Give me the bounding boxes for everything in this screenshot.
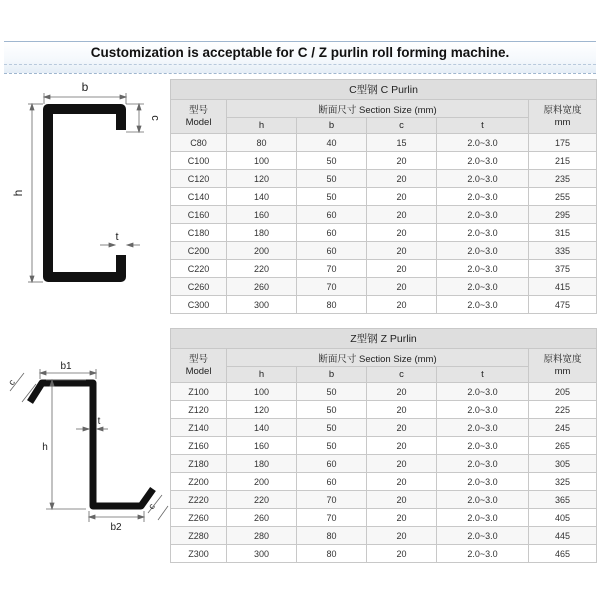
c-dim-c-label: c xyxy=(149,115,161,121)
c-purlin-diagram xyxy=(0,75,170,295)
table-cell: 305 xyxy=(529,455,597,473)
table-cell: 465 xyxy=(529,545,597,563)
table-cell: 60 xyxy=(297,455,367,473)
z-dim-b2-label: b2 xyxy=(110,522,122,533)
table-cell: 2.0~3.0 xyxy=(437,278,529,296)
c-dim-b-label: b xyxy=(81,80,89,94)
table-cell: 200 xyxy=(227,473,297,491)
table-cell: Z200 xyxy=(171,473,227,491)
z-purlin-diagram xyxy=(0,350,170,540)
z-section-header: 断面尺寸 Section Size (mm) xyxy=(227,349,529,367)
table-row xyxy=(171,473,597,491)
table-row xyxy=(171,242,597,260)
table-row xyxy=(171,278,597,296)
c-width-header-unit: mm xyxy=(554,116,571,128)
c-width-header xyxy=(529,100,597,134)
table-cell: C100 xyxy=(171,152,227,170)
table-cell: 20 xyxy=(367,473,437,491)
z-dim-c-top-label: c xyxy=(6,377,17,387)
table-cell: 280 xyxy=(227,527,297,545)
c-table-title: C型钢 C Purlin xyxy=(171,80,597,100)
c-dim-t-label: t xyxy=(115,231,119,243)
table-cell: C300 xyxy=(171,296,227,314)
table-cell: 140 xyxy=(227,188,297,206)
table-cell: 50 xyxy=(297,419,367,437)
table-cell: 260 xyxy=(227,278,297,296)
table-row xyxy=(171,401,597,419)
table-cell: 2.0~3.0 xyxy=(437,260,529,278)
z-table-title: Z型钢 Z Purlin xyxy=(171,329,597,349)
table-cell: Z100 xyxy=(171,383,227,401)
table-cell: 415 xyxy=(529,278,597,296)
table-cell: C200 xyxy=(171,242,227,260)
z-dim-h-label: h xyxy=(42,442,48,453)
table-row xyxy=(171,509,597,527)
table-cell: C220 xyxy=(171,260,227,278)
table-cell: 160 xyxy=(227,437,297,455)
table-row xyxy=(171,383,597,401)
table-cell: 220 xyxy=(227,491,297,509)
table-row xyxy=(171,527,597,545)
table-cell: 20 xyxy=(367,260,437,278)
table-cell: 50 xyxy=(297,188,367,206)
table-cell: 180 xyxy=(227,455,297,473)
table-cell: 2.0~3.0 xyxy=(437,206,529,224)
table-cell: 2.0~3.0 xyxy=(437,473,529,491)
z-dim-c-bottom-label: c xyxy=(146,501,157,511)
table-cell: 40 xyxy=(297,134,367,152)
c-purlin-profile xyxy=(48,109,121,277)
z-purlin-table xyxy=(170,328,597,563)
table-cell: 20 xyxy=(367,278,437,296)
table-cell: 60 xyxy=(297,473,367,491)
z-dim-b1-label: b1 xyxy=(60,361,72,372)
table-cell: 80 xyxy=(297,545,367,563)
c-model-header-cn: 型号 xyxy=(188,104,208,116)
table-cell: 80 xyxy=(297,296,367,314)
table-cell: Z280 xyxy=(171,527,227,545)
table-cell: 20 xyxy=(367,491,437,509)
table-cell: 100 xyxy=(227,383,297,401)
table-cell: 235 xyxy=(529,170,597,188)
table-cell: 175 xyxy=(529,134,597,152)
table-cell: 205 xyxy=(529,383,597,401)
table-row xyxy=(171,224,597,242)
table-row xyxy=(171,206,597,224)
table-cell: C160 xyxy=(171,206,227,224)
table-cell: 2.0~3.0 xyxy=(437,170,529,188)
table-cell: 60 xyxy=(297,242,367,260)
table-cell: 70 xyxy=(297,509,367,527)
c-model-header xyxy=(171,100,227,134)
table-cell: 2.0~3.0 xyxy=(437,491,529,509)
table-cell: 2.0~3.0 xyxy=(437,509,529,527)
table-cell: 2.0~3.0 xyxy=(437,401,529,419)
table-cell: 60 xyxy=(297,206,367,224)
z-dim-t-label: t xyxy=(97,416,101,427)
table-cell: 220 xyxy=(227,260,297,278)
table-row xyxy=(171,455,597,473)
table-cell: Z120 xyxy=(171,401,227,419)
table-cell: Z300 xyxy=(171,545,227,563)
table-cell: 20 xyxy=(367,188,437,206)
table-cell: 20 xyxy=(367,224,437,242)
table-cell: 245 xyxy=(529,419,597,437)
table-cell: 215 xyxy=(529,152,597,170)
table-cell: 2.0~3.0 xyxy=(437,134,529,152)
table-cell: 225 xyxy=(529,401,597,419)
table-cell: 315 xyxy=(529,224,597,242)
table-cell: 2.0~3.0 xyxy=(437,545,529,563)
table-cell: 20 xyxy=(367,152,437,170)
table-row xyxy=(171,134,597,152)
table-cell: 80 xyxy=(297,527,367,545)
table-cell: 70 xyxy=(297,491,367,509)
table-cell: 300 xyxy=(227,545,297,563)
z-col-c: c xyxy=(367,367,437,383)
table-cell: 20 xyxy=(367,527,437,545)
table-cell: Z260 xyxy=(171,509,227,527)
table-row xyxy=(171,545,597,563)
c-model-header-en: Model xyxy=(185,116,212,128)
banner-text: Customization is acceptable for C / Z purlin roll forming machine. xyxy=(90,45,510,60)
table-cell: C180 xyxy=(171,224,227,242)
table-cell: 2.0~3.0 xyxy=(437,527,529,545)
z-width-header-unit: mm xyxy=(554,365,571,377)
table-cell: 445 xyxy=(529,527,597,545)
table-cell: 2.0~3.0 xyxy=(437,152,529,170)
table-row xyxy=(171,437,597,455)
table-cell: 20 xyxy=(367,509,437,527)
table-cell: 20 xyxy=(367,206,437,224)
table-row xyxy=(171,188,597,206)
table-row xyxy=(171,419,597,437)
z-purlin-profile xyxy=(30,383,153,506)
table-cell: 120 xyxy=(227,401,297,419)
table-cell: 2.0~3.0 xyxy=(437,437,529,455)
c-col-h: h xyxy=(227,118,297,134)
table-cell: 20 xyxy=(367,437,437,455)
c-table-body xyxy=(171,134,597,314)
customization-banner xyxy=(4,41,596,74)
table-cell: 20 xyxy=(367,296,437,314)
table-cell: 255 xyxy=(529,188,597,206)
table-cell: 475 xyxy=(529,296,597,314)
table-cell: 50 xyxy=(297,437,367,455)
table-cell: 70 xyxy=(297,278,367,296)
z-col-b: b xyxy=(297,367,367,383)
c-purlin-table xyxy=(170,79,597,314)
c-col-b: b xyxy=(297,118,367,134)
table-cell: 260 xyxy=(227,509,297,527)
table-cell: 50 xyxy=(297,401,367,419)
table-cell: 2.0~3.0 xyxy=(437,383,529,401)
c-col-t: t xyxy=(437,118,529,134)
table-cell: 20 xyxy=(367,242,437,260)
table-cell: 20 xyxy=(367,455,437,473)
table-cell: 405 xyxy=(529,509,597,527)
table-row xyxy=(171,260,597,278)
table-cell: 2.0~3.0 xyxy=(437,188,529,206)
banner-divider xyxy=(4,64,596,65)
table-cell: 375 xyxy=(529,260,597,278)
table-row xyxy=(171,170,597,188)
z-width-header xyxy=(529,349,597,383)
c-width-header-cn: 原料宽度 xyxy=(543,104,582,116)
table-cell: Z220 xyxy=(171,491,227,509)
table-row xyxy=(171,296,597,314)
table-cell: 20 xyxy=(367,401,437,419)
table-cell: C120 xyxy=(171,170,227,188)
table-cell: 20 xyxy=(367,170,437,188)
table-cell: 20 xyxy=(367,383,437,401)
z-width-header-cn: 原料宽度 xyxy=(543,353,582,365)
table-cell: 50 xyxy=(297,170,367,188)
table-cell: 60 xyxy=(297,224,367,242)
table-cell: Z160 xyxy=(171,437,227,455)
table-cell: 120 xyxy=(227,170,297,188)
table-cell: 180 xyxy=(227,224,297,242)
table-cell: 295 xyxy=(529,206,597,224)
table-cell: 2.0~3.0 xyxy=(437,242,529,260)
table-cell: 2.0~3.0 xyxy=(437,296,529,314)
table-cell: 50 xyxy=(297,152,367,170)
table-cell: 70 xyxy=(297,260,367,278)
table-cell: 300 xyxy=(227,296,297,314)
c-dim-h-label: h xyxy=(11,189,25,197)
table-cell: 2.0~3.0 xyxy=(437,455,529,473)
table-cell: 15 xyxy=(367,134,437,152)
table-cell: 365 xyxy=(529,491,597,509)
z-model-header xyxy=(171,349,227,383)
table-cell: Z140 xyxy=(171,419,227,437)
table-cell: 325 xyxy=(529,473,597,491)
table-cell: 80 xyxy=(227,134,297,152)
table-cell: C80 xyxy=(171,134,227,152)
table-row xyxy=(171,491,597,509)
table-cell: 2.0~3.0 xyxy=(437,224,529,242)
table-cell: Z180 xyxy=(171,455,227,473)
table-cell: 20 xyxy=(367,419,437,437)
z-table-body xyxy=(171,383,597,563)
table-cell: 140 xyxy=(227,419,297,437)
table-cell: 265 xyxy=(529,437,597,455)
table-cell: C260 xyxy=(171,278,227,296)
table-row xyxy=(171,152,597,170)
c-section-header: 断面尺寸 Section Size (mm) xyxy=(227,100,529,118)
z-model-header-cn: 型号 xyxy=(188,353,208,365)
table-cell: 20 xyxy=(367,545,437,563)
table-cell: 50 xyxy=(297,383,367,401)
table-cell: 2.0~3.0 xyxy=(437,419,529,437)
table-cell: 100 xyxy=(227,152,297,170)
table-cell: 200 xyxy=(227,242,297,260)
z-col-t: t xyxy=(437,367,529,383)
c-col-c: c xyxy=(367,118,437,134)
z-col-h: h xyxy=(227,367,297,383)
z-model-header-en: Model xyxy=(185,365,212,377)
table-cell: 160 xyxy=(227,206,297,224)
table-cell: C140 xyxy=(171,188,227,206)
table-cell: 335 xyxy=(529,242,597,260)
